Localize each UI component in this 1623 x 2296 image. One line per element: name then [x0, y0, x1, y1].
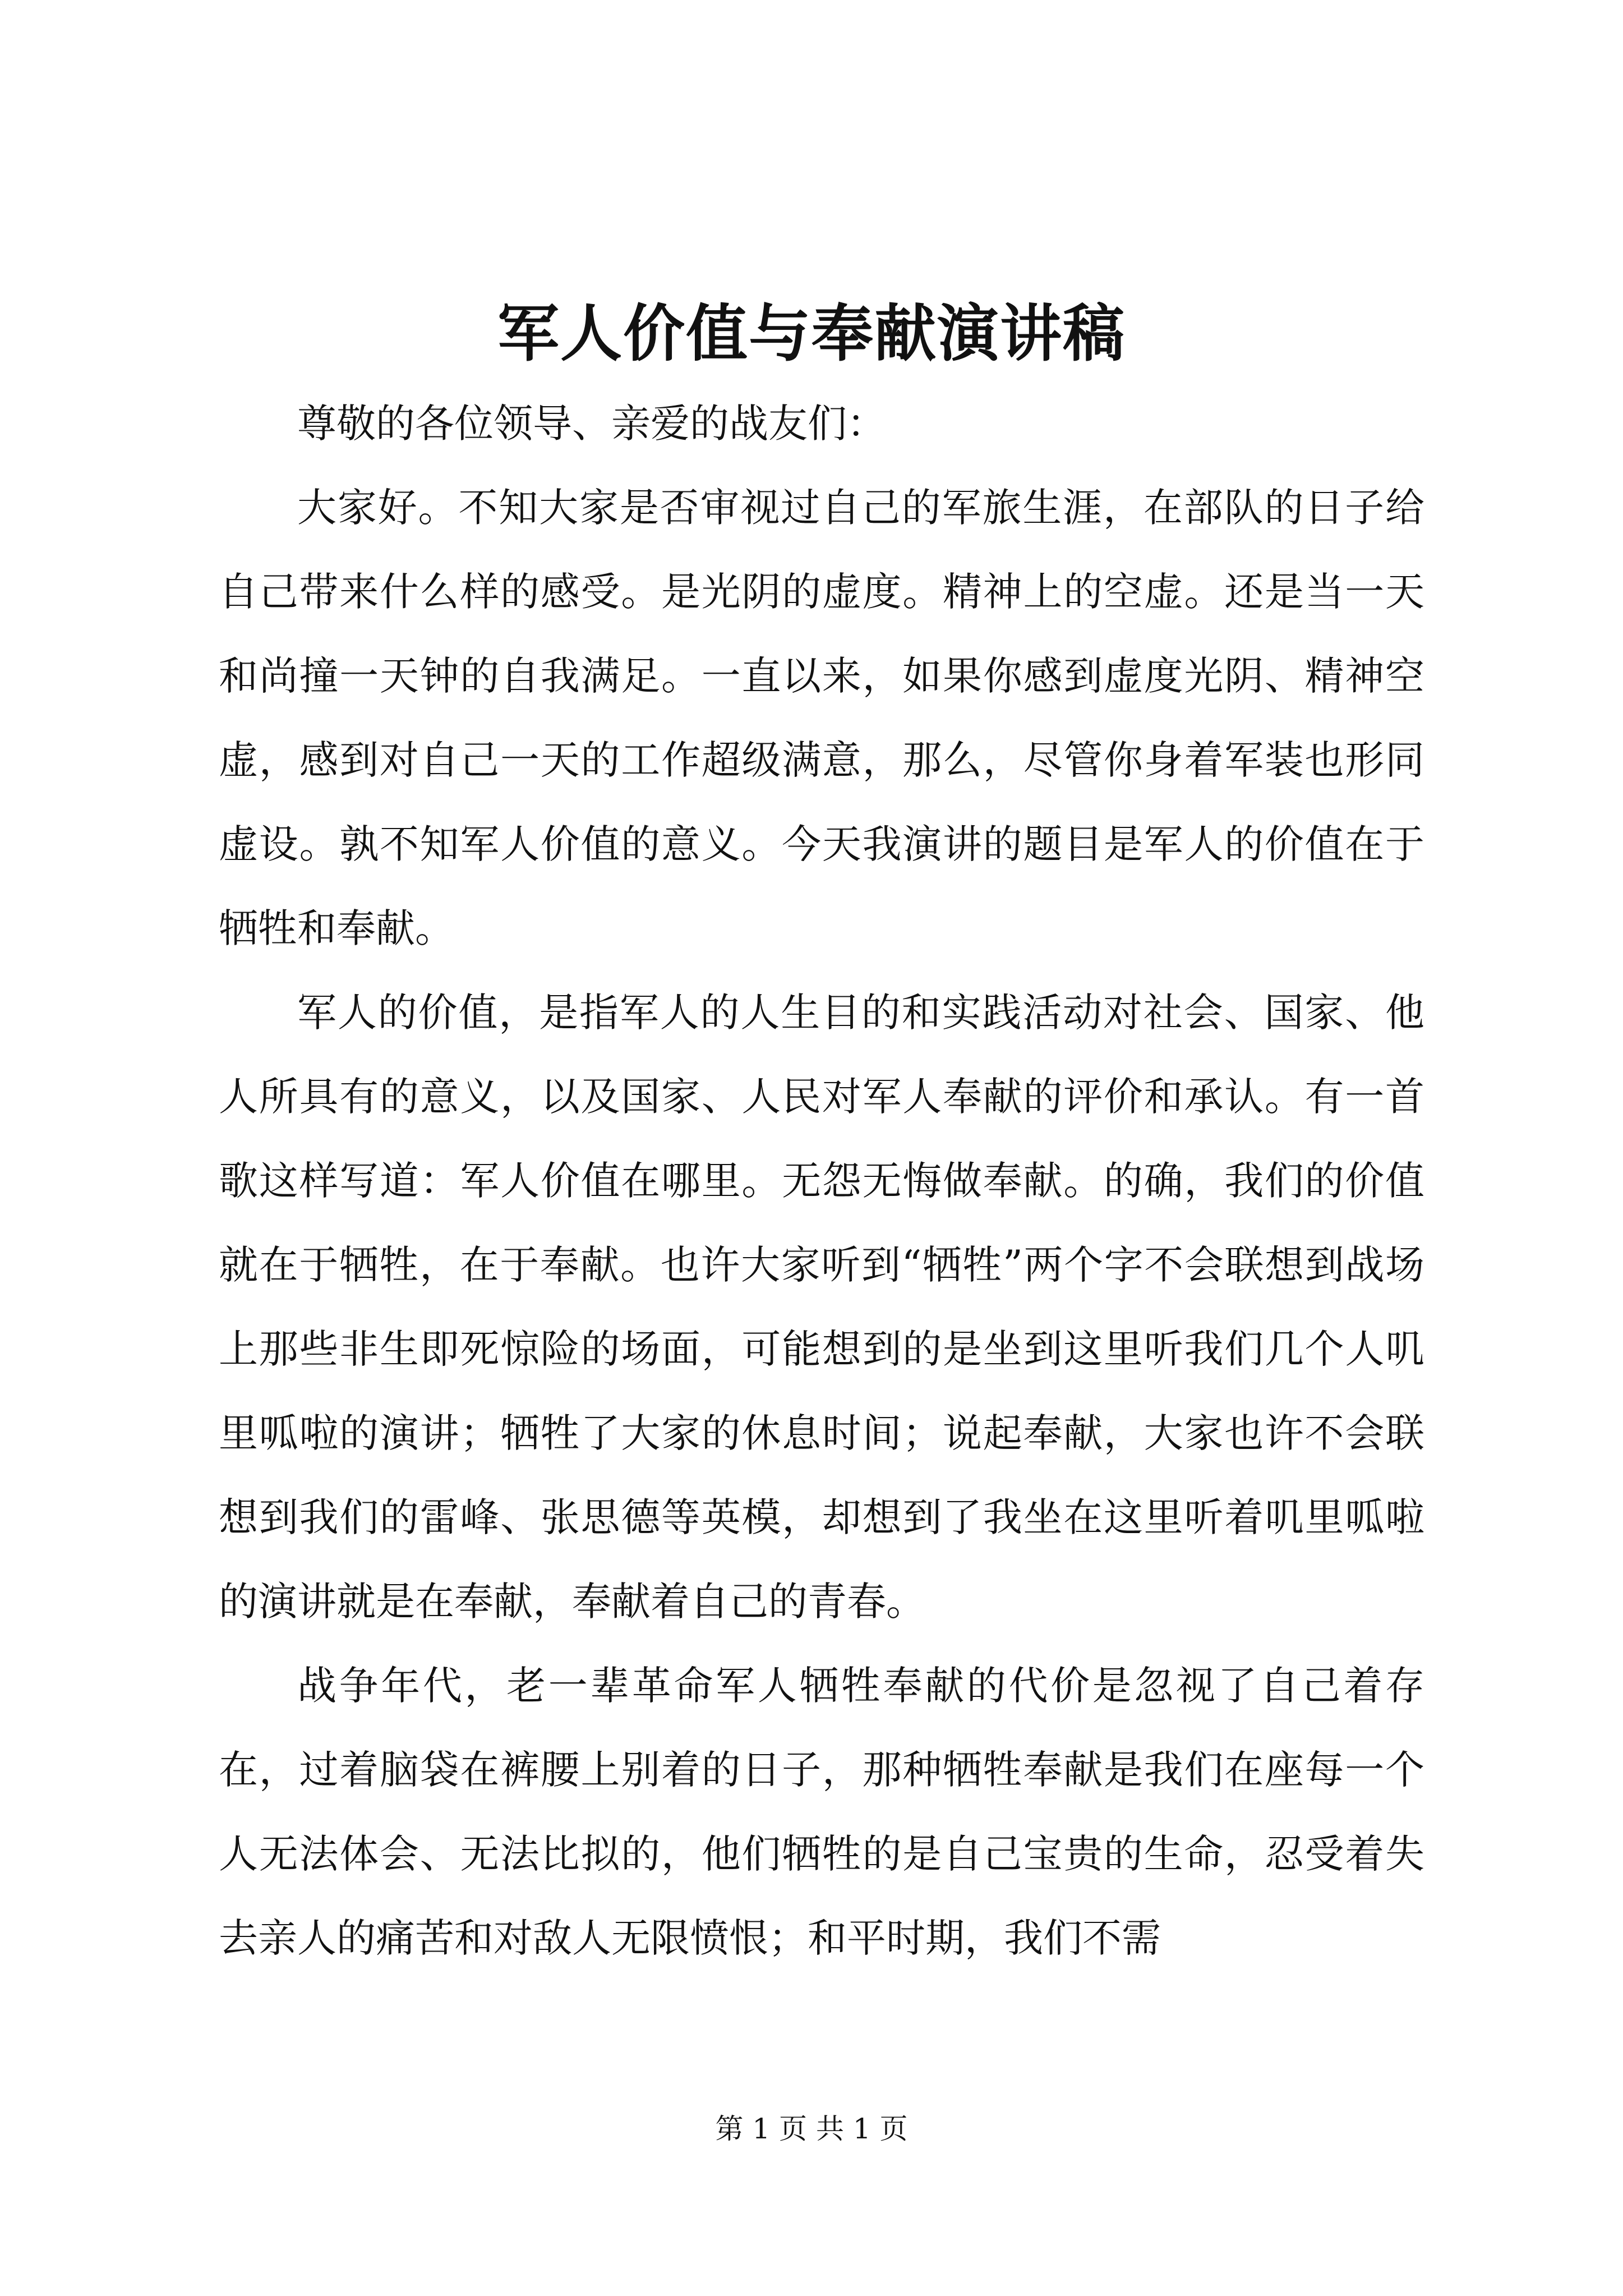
- document-title: 军人价值与奉献演讲稿: [497, 297, 1126, 370]
- paragraph-2: 军人的价值，是指军人的人生目的和实践活动对社会、国家、他人所具有的意义，以及国家、人民对军人奉献的评价和承认。有一首歌这样写道：军人价值在哪里。无怨无悔做奉献。的确，我们的价值就在于牺牲，在于奉献。也许大家听到“牺牲”两个字不会联想到战场上那些非生即死惊险的场面，可能想到的是坐到这里听我们几个人叽里呱啦的演讲；牺牲了大家的休息时间；说起奉献，大家也许不会联想到我们的雷峰、张思德等英模，却想到了我坐在这里听着叽里呱啦的演讲就是在奉献，奉献着自己的青春。: [219, 990, 1424, 1625]
- document-body: [219, 381, 1424, 1980]
- page-footer: 第 1 页 共 1 页: [715, 2113, 908, 2145]
- paragraph-salutation: 尊敬的各位领导、亲爱的战友们：: [297, 401, 886, 447]
- paragraph-1: 大家好。不知大家是否审视过自己的军旅生涯，在部队的日子给自己带来什么样的感受。是光阴的虚度。精神上的空虚。还是当一天和尚撞一天钟的自我满足。一直以来，如果你感到虚度光阴、精神空虚，感到对自己一天的工作超级满意，那么，尽管你身着军装也形同虚设。孰不知军人价值的意义。今天我演讲的题目是军人的价值在于牺牲和奉献。: [219, 485, 1424, 951]
- paragraph-3: 战争年代，老一辈革命军人牺牲奉献的代价是忽视了自己着存在，过着脑袋在裤腰上别着的日子，那种牺牲奉献是我们在座每一个人无法体会、无法比拟的，他们牺牲的是自己宝贵的生命，忍受着失去亲人的痛苦和对敌人无限愤恨；和平时期，我们不需: [219, 1663, 1424, 1961]
